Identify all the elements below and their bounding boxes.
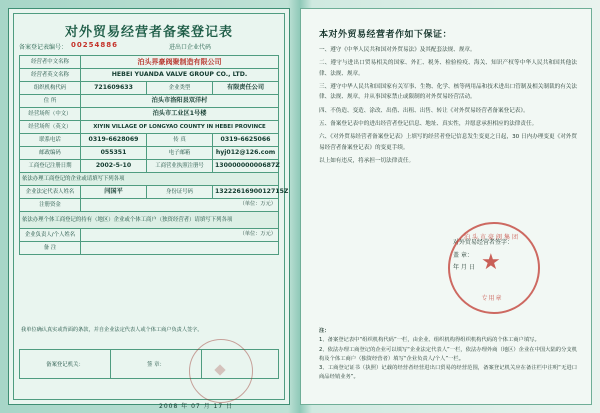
table-row bbox=[20, 242, 279, 255]
note-item: 1、备案登记表中“组织机构代码”一栏，由企业、组织机构得组织机构代码的个体工商户填写。 bbox=[319, 337, 540, 344]
notes-title: 注： bbox=[319, 328, 330, 334]
row-value: （单位：万元） bbox=[81, 199, 279, 212]
row-value-2: hyj012@126.com bbox=[213, 147, 279, 160]
note-item: 2、依法办理工商登记的企业可以填写“企业法定代表人”一栏，依法办理外商（地区）企业在中国大陆的分支机构及个体工商户（独资经营者）填写“企业负责人/个人”一栏。 bbox=[319, 346, 577, 362]
section-header-row bbox=[20, 212, 279, 229]
row-label: 注册资金 bbox=[20, 199, 81, 212]
row-value: （单位：万元） bbox=[81, 229, 279, 242]
page-title: 对外贸易经营者备案登记表 bbox=[64, 25, 233, 40]
section-1-title: 依法办理工商登记的企业或请填写下列各项 bbox=[20, 173, 279, 186]
row-value-2: 有限责任公司 bbox=[213, 82, 279, 95]
left-footnote: 我单位确认真实或背面的条款，并自企业法定代表人或个体工商户负责人签字。 bbox=[21, 327, 203, 333]
row-value: 2002-5-10 bbox=[81, 160, 147, 173]
row-value: 721609633 bbox=[81, 82, 147, 95]
registration-authority-label: 备案登记机关： bbox=[20, 350, 111, 379]
issue-date: 2008 年 07 月 17 日 bbox=[159, 403, 234, 410]
note-item: 3、工商登记证书（执照）记载的经营者经营进出口贸易的经营范围，备案登记机关应在备注栏中注明“无进口商品经销业务”。 bbox=[319, 365, 577, 381]
row-label-2: 身份证号码 bbox=[147, 186, 213, 199]
seal-top-text: 泊头市豪阀集团 bbox=[463, 234, 520, 241]
company-seal-label: 盖 章： bbox=[453, 251, 473, 259]
declaration-paragraph: 五、备案登记表中的进出经营者登记信息、地址、真实性，并愿意承担相应的法律责任。 bbox=[319, 121, 538, 128]
row-value-2: 13000000000687Z bbox=[213, 160, 279, 173]
row-value: 闫国平 bbox=[81, 186, 147, 199]
row-label-2: 传 真 bbox=[147, 134, 213, 147]
declaration-paragraph: 二、遵守与进出口贸易相关的国家、外汇、税务、检验检疫、海关、知识产权等中华人民共和国其他法律、法规、规章。 bbox=[319, 60, 577, 77]
declaration-paragraph: 一、遵守《中华人民共和国对外贸易法》及其配套法规、规章。 bbox=[319, 47, 476, 53]
row-label: 经营者中文名称 bbox=[20, 56, 81, 69]
row-label: 工商登记注册日期 bbox=[20, 160, 81, 173]
row-value: HEBEI YUANDA VALVE GROUP CO., LTD. bbox=[81, 69, 279, 82]
row-label: 经营者英文名称 bbox=[20, 69, 81, 82]
notes-section bbox=[319, 327, 577, 383]
row-value: 泊头界豪阀聚制造有限公司 bbox=[81, 56, 279, 69]
seal-bottom-text: 专用章 bbox=[481, 295, 503, 302]
star-icon: ★ bbox=[481, 250, 501, 275]
row-label: 经营场所（中文） bbox=[20, 108, 81, 121]
declaration-body bbox=[319, 45, 577, 169]
signature-date-label: 年 月 日 bbox=[453, 264, 475, 272]
section-2-title: 依法办理个体工商登记的持有（地区）企业或个体工商户（独资经营者）请填写下列各项 bbox=[20, 212, 279, 229]
table-row bbox=[20, 199, 279, 212]
remark-label: 备 注 bbox=[20, 242, 81, 255]
row-label: 企业法定代表人姓名 bbox=[20, 186, 81, 199]
operator-signature-label: 对外贸易经营者签字： bbox=[453, 239, 514, 246]
table-row bbox=[20, 160, 279, 173]
row-label: 经营场所（英文） bbox=[20, 121, 81, 134]
row-label-2: 电子邮箱 bbox=[147, 147, 213, 160]
customs-code-label: 进出口企业代码 bbox=[169, 44, 212, 51]
left-form-sheet bbox=[8, 8, 290, 410]
table-row bbox=[20, 69, 279, 82]
row-label: 邮政编码 bbox=[20, 147, 81, 160]
reg-no-value: 00254886 bbox=[71, 41, 118, 49]
table-row bbox=[20, 147, 279, 160]
remark-value bbox=[81, 242, 279, 255]
reg-no-label: 备案登记表编号： bbox=[19, 44, 68, 51]
table-row bbox=[20, 108, 279, 121]
declaration-paragraph: 六、《对外贸易经营者备案登记表》上填写的经营者登记信息发生变更之日起，30 日内办理变更《对外贸易经营者备案登记表》的变更手续。 bbox=[319, 134, 577, 151]
row-value-2: 1322261690012715Z bbox=[213, 186, 279, 199]
row-value-2: 0319-6625066 bbox=[213, 134, 279, 147]
section-header-row bbox=[20, 173, 279, 186]
table-row bbox=[20, 229, 279, 242]
row-label-2: 工商营业执照注册号 bbox=[147, 160, 213, 173]
row-value: 0319-6628069 bbox=[81, 134, 147, 147]
table-row bbox=[20, 121, 279, 134]
declaration-paragraph: 以上如有违反，将承担一切法律责任。 bbox=[319, 158, 415, 165]
table-row bbox=[20, 56, 279, 69]
table-row bbox=[20, 82, 279, 95]
registration-table bbox=[19, 55, 289, 255]
declaration-paragraph: 四、不伪造、变造、涂改、出借、出租、出售、转让《对外贸易经营者备案登记表》。 bbox=[319, 107, 529, 114]
seal-label: 签 章： bbox=[111, 350, 202, 379]
row-value: 泊头市洛阳县双洋村 bbox=[81, 95, 279, 108]
table-row bbox=[20, 134, 279, 147]
row-label-2: 企业类型 bbox=[147, 82, 213, 95]
declaration-title: 本对外贸易经营者作如下保证： bbox=[319, 30, 453, 40]
table-row bbox=[20, 186, 279, 199]
row-value: XIYIN VILLAGE OF LONGYAO COUNTY IN HEBEI PROVINCE bbox=[81, 121, 279, 134]
table-row bbox=[20, 95, 279, 108]
row-value: 055351 bbox=[81, 147, 147, 160]
row-label: 组织机构代码 bbox=[20, 82, 81, 95]
right-declaration-sheet bbox=[300, 8, 592, 405]
row-label: 企业负责人/个人姓名 bbox=[20, 229, 81, 242]
authority-seal-stamp bbox=[189, 339, 253, 403]
declaration-paragraph: 三、遵守中华人民共和国国家有关军事、生物、化学、核等两用品和技术进出口管制及相关制裁的有关法律、法规、规章，并从事国家禁止或限制的对外贸易经营活动。 bbox=[319, 84, 577, 101]
row-label: 联系电话 bbox=[20, 134, 81, 147]
row-value: 泊头市工业区1号楼 bbox=[81, 108, 279, 121]
row-label: 住 所 bbox=[20, 95, 81, 108]
company-seal-stamp bbox=[448, 222, 536, 310]
registration-number-row bbox=[19, 41, 279, 53]
